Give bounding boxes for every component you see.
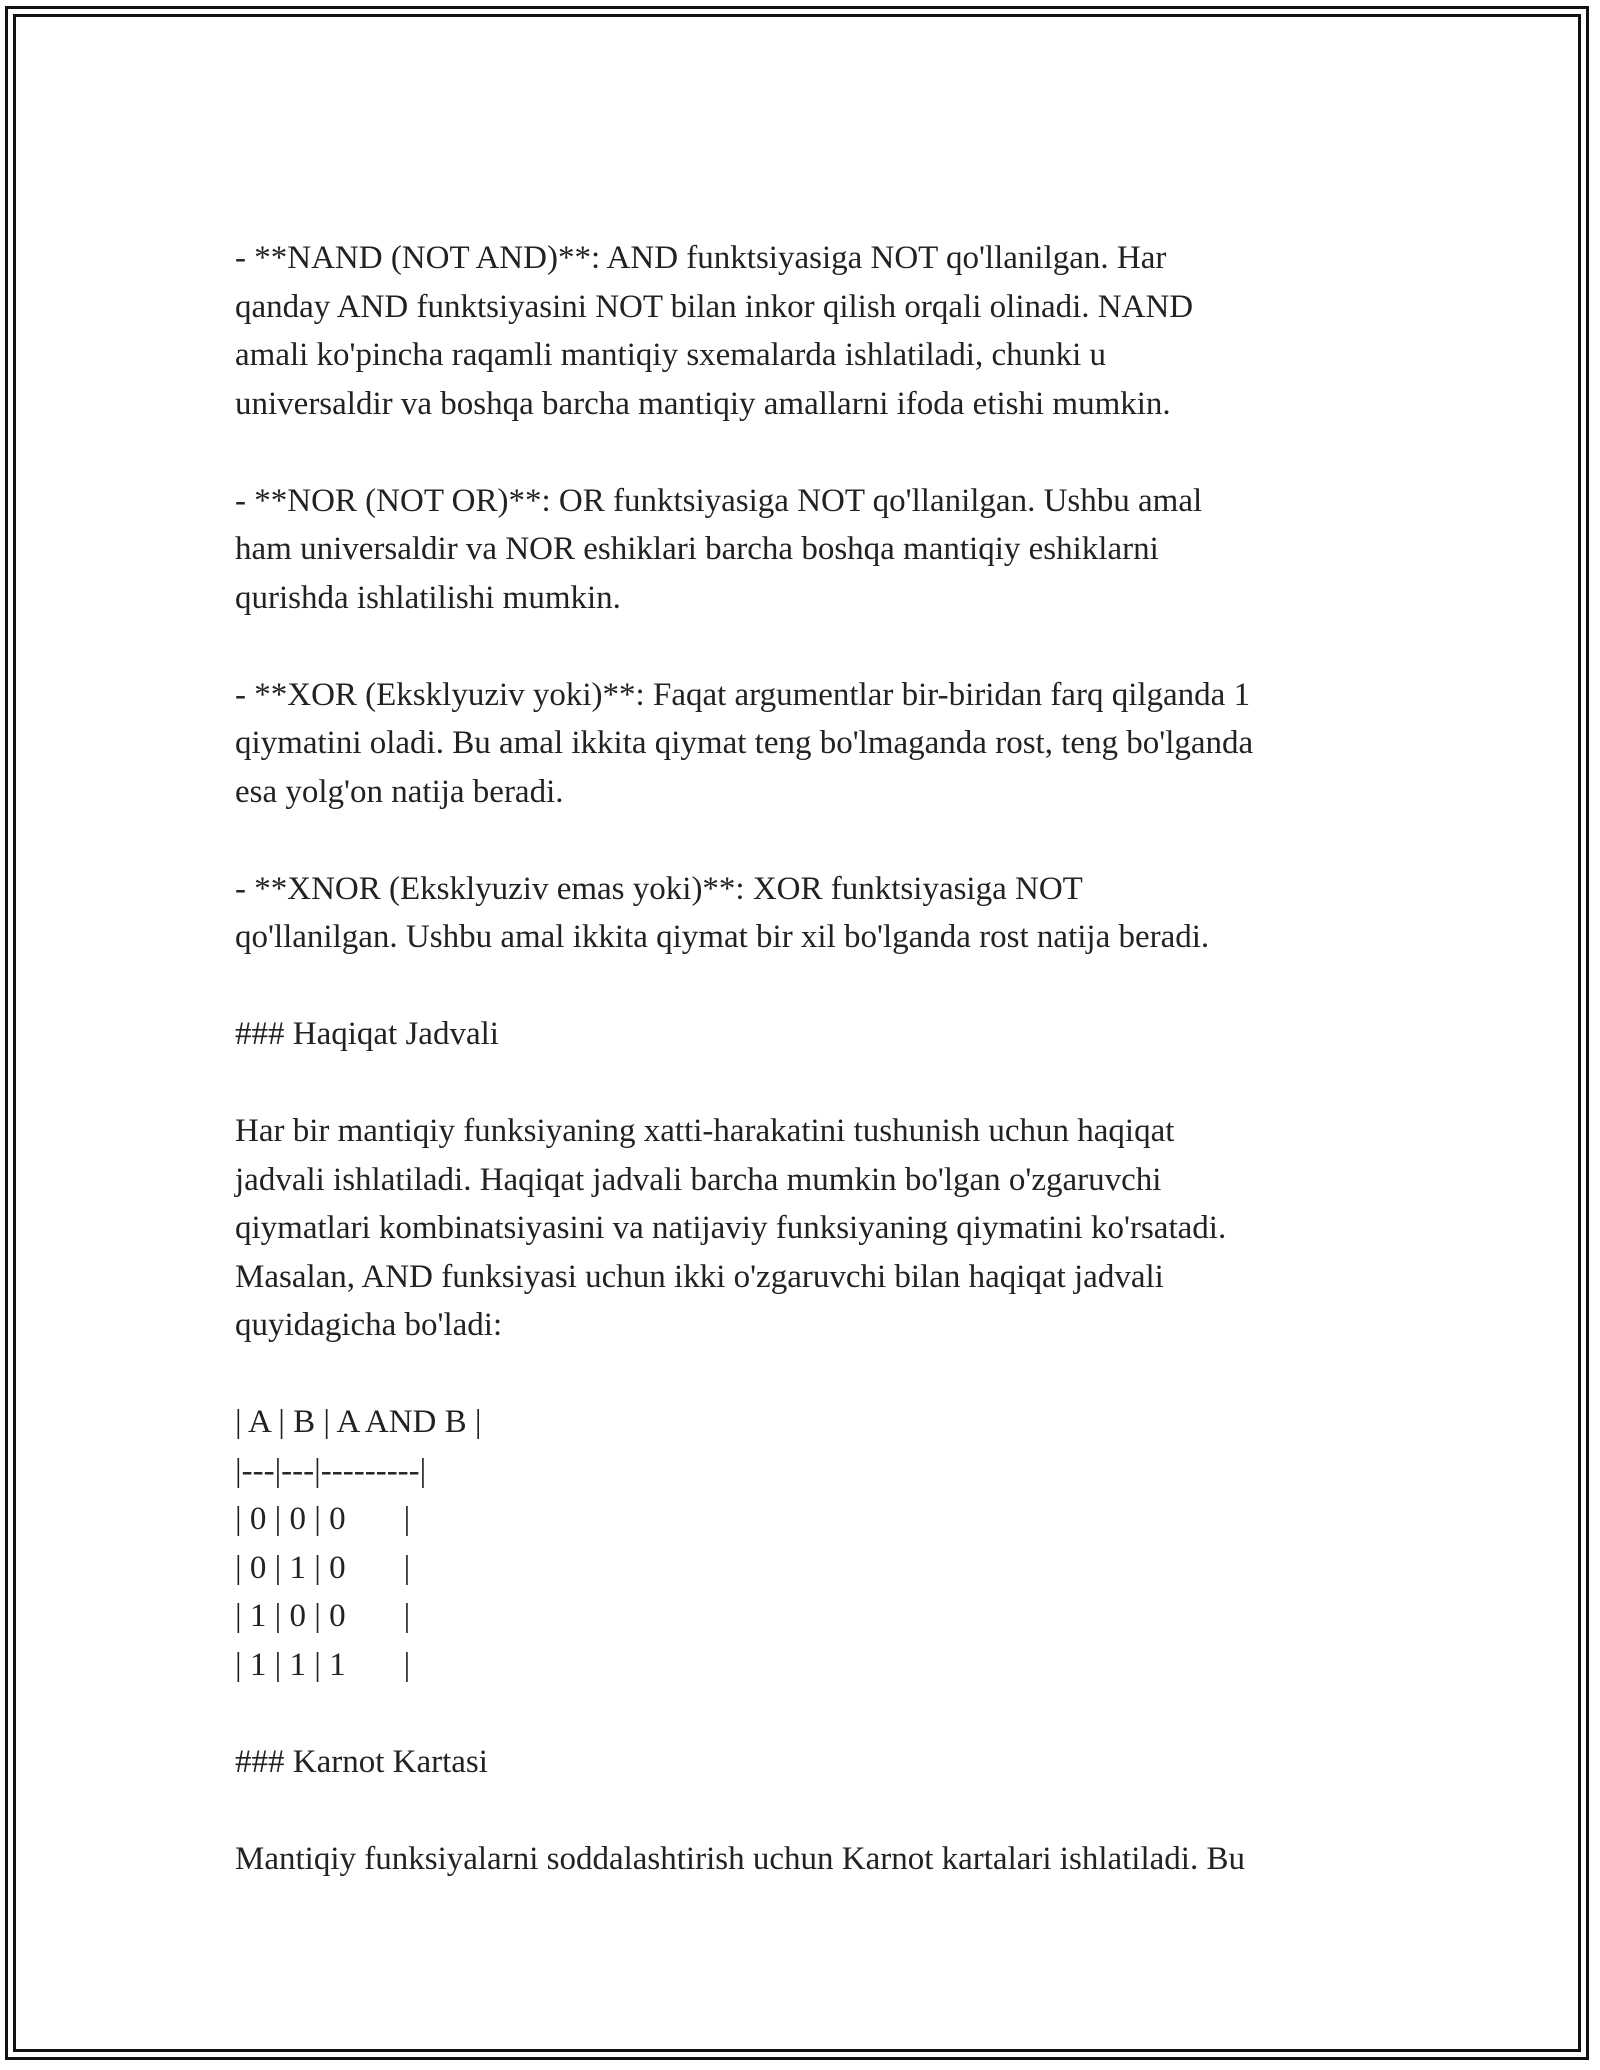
document-body xyxy=(235,234,1375,1932)
paragraph-nor xyxy=(235,477,1375,623)
paragraph-truth-table-intro xyxy=(235,1107,1375,1350)
text-line: qo'llanilgan. Ushbu amal ikkita qiymat bir xil bo'lganda rost natija beradi. xyxy=(235,919,1210,955)
text-line: jadvali ishlatiladi. Haqiqat jadvali barcha mumkin bo'lgan o'zgaruvchi xyxy=(235,1161,1162,1198)
truth-table-row xyxy=(235,1544,1375,1593)
truth-table-row xyxy=(235,1592,1375,1641)
text-line: quyidagicha bo'ladi: xyxy=(235,1307,503,1343)
paragraph-xnor xyxy=(235,865,1375,962)
truth-table-row-end: | xyxy=(403,1501,411,1537)
text-line: qanday AND funktsiyasini NOT bilan inkor qilish orqali olinadi. NAND xyxy=(235,288,1194,325)
section-heading: ### Haqiqat Jadvali xyxy=(235,1016,499,1052)
truth-table-row-end: | xyxy=(403,1549,411,1586)
truth-table-row xyxy=(235,1641,1375,1690)
heading-karnot xyxy=(235,1738,1375,1787)
text-line: - **NOR (NOT OR)**: OR funktsiyasiga NOT qo'llanilgan. Ushbu amal xyxy=(235,482,1203,519)
truth-table xyxy=(235,1398,1375,1689)
text-line: ham universaldir va NOR eshiklari barcha boshqa mantiqiy eshiklarni xyxy=(235,531,1159,567)
truth-table-row-end: | xyxy=(403,1646,411,1683)
paragraph-nand xyxy=(235,234,1375,428)
text-line: universaldir va boshqa barcha mantiqiy amallarni ifoda etishi mumkin. xyxy=(235,385,1171,422)
text-line: amali ko'pincha raqamli mantiqiy sxemalarda ishlatiladi, chunki u xyxy=(235,337,1107,373)
text-line: Masalan, AND funksiyasi uchun ikki o'zgaruvchi bilan haqiqat jadvali xyxy=(235,1258,1164,1295)
text-line: - **XOR (Eksklyuziv yoki)**: Faqat argumentlar bir-biridan farq qilganda 1 xyxy=(235,676,1251,713)
paragraph-karnot-intro xyxy=(235,1835,1375,1884)
truth-table-row-text: | 1 | 1 | 1 xyxy=(235,1646,346,1683)
truth-table-row-text: | 0 | 1 | 0 xyxy=(235,1549,346,1586)
text-line: qiymatini oladi. Bu amal ikkita qiymat teng bo'lmaganda rost, teng bo'lganda xyxy=(235,725,1254,761)
truth-table-row-text: | 1 | 0 | 0 xyxy=(235,1598,346,1634)
truth-table-header: | A | B | A AND B | xyxy=(235,1404,482,1440)
text-line: qurishda ishlatilishi mumkin. xyxy=(235,579,621,616)
text-line: - **XNOR (Eksklyuziv emas yoki)**: XOR funktsiyasiga NOT xyxy=(235,870,1083,907)
text-line: esa yolg'on natija beradi. xyxy=(235,773,564,810)
text-line: - **NAND (NOT AND)**: AND funktsiyasiga NOT qo'llanilgan. Har xyxy=(235,240,1167,276)
truth-table-separator: |---|---|---------| xyxy=(235,1452,427,1489)
truth-table-row-text: | 0 | 0 | 0 xyxy=(235,1501,346,1537)
heading-truth-table xyxy=(235,1010,1375,1059)
text-line: Mantiqiy funksiyalarni soddalashtirish uchun Karnot kartalari ishlatiladi. Bu xyxy=(235,1840,1245,1877)
section-heading: ### Karnot Kartasi xyxy=(235,1743,488,1780)
truth-table-row-end: | xyxy=(403,1598,411,1634)
truth-table-row xyxy=(235,1495,1375,1544)
paragraph-xor xyxy=(235,671,1375,817)
text-line: qiymatlari kombinatsiyasini va natijaviy funksiyaning qiymatini ko'rsatadi. xyxy=(235,1210,1227,1246)
text-line: Har bir mantiqiy funksiyaning xatti-harakatini tushunish uchun haqiqat xyxy=(235,1113,1175,1149)
